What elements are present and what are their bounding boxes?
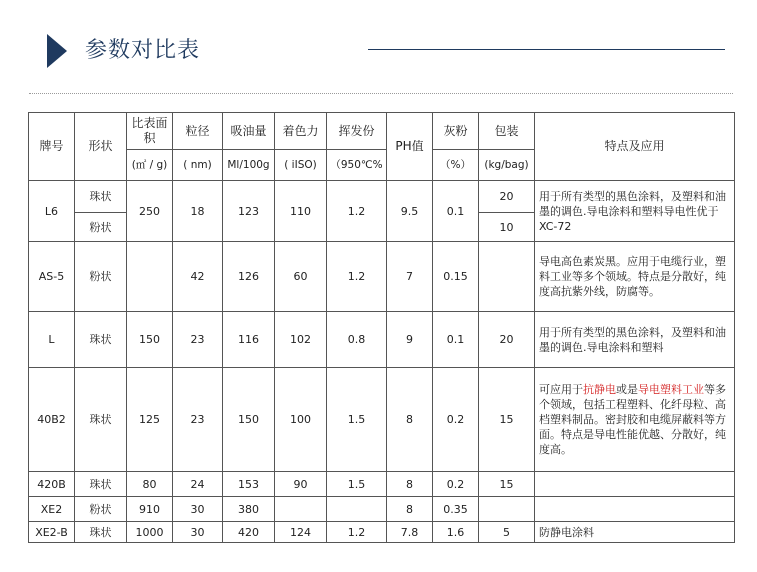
cell-surface-area <box>127 242 173 312</box>
cell-shape: 珠状 <box>75 181 127 213</box>
header-packaging: 包装 <box>479 113 535 150</box>
cell-volatile <box>327 497 387 522</box>
cell-ash: 0.2 <box>433 472 479 497</box>
cell-tinting-strength: 110 <box>275 181 327 242</box>
title-underline <box>368 49 725 50</box>
cell-shape: 珠状 <box>75 472 127 497</box>
cell-tinting-strength: 102 <box>275 312 327 368</box>
cell-oil-absorption: 123 <box>223 181 275 242</box>
cell-ph: 8 <box>387 497 433 522</box>
app-text: 等多个领域，包括工程塑料、化纤母粒、高档塑料制品。密封胶和电缆屏蔽料等方面。特点是导电性能优越、分散好，纯度高。 <box>539 383 726 456</box>
cell-ph: 7 <box>387 242 433 312</box>
cell-surface-area: 150 <box>127 312 173 368</box>
cell-packaging <box>479 497 535 522</box>
cell-packaging: 5 <box>479 522 535 543</box>
cell-application <box>535 472 735 497</box>
cell-ash: 0.1 <box>433 312 479 368</box>
page-title: 参数对比表 <box>85 38 201 63</box>
cell-surface-area: 250 <box>127 181 173 242</box>
table-row <box>29 497 735 522</box>
cell-shape: 珠状 <box>75 312 127 368</box>
cell-particle-size: 42 <box>173 242 223 312</box>
header-tinting-strength: 着色力 <box>275 113 327 150</box>
cell-ph: 9 <box>387 312 433 368</box>
cell-particle-size: 30 <box>173 497 223 522</box>
title-arrow-icon <box>47 34 67 68</box>
cell-surface-area: 910 <box>127 497 173 522</box>
cell-shape: 粉状 <box>75 213 127 242</box>
cell-application <box>535 368 735 472</box>
cell-packaging: 20 <box>479 181 535 213</box>
cell-oil-absorption: 126 <box>223 242 275 312</box>
table-row <box>29 181 735 213</box>
cell-brand: L <box>29 312 75 368</box>
cell-surface-area: 80 <box>127 472 173 497</box>
cell-tinting-strength: 90 <box>275 472 327 497</box>
header-ash: 灰粉 <box>433 113 479 150</box>
table-row <box>29 312 735 368</box>
cell-ash: 1.6 <box>433 522 479 543</box>
cell-brand: 420B <box>29 472 75 497</box>
cell-ash: 0.2 <box>433 368 479 472</box>
cell-particle-size: 23 <box>173 312 223 368</box>
cell-volatile: 1.5 <box>327 368 387 472</box>
cell-volatile: 0.8 <box>327 312 387 368</box>
cell-tinting-strength <box>275 497 327 522</box>
cell-volatile: 1.2 <box>327 522 387 543</box>
cell-tinting-strength: 100 <box>275 368 327 472</box>
cell-application: 用于所有类型的黑色涂料，及塑料和油墨的调色.导电涂料和塑料 <box>535 312 735 368</box>
unit-oil-absorption: Ml/100g <box>223 150 275 181</box>
header-volatile: 挥发份 <box>327 113 387 150</box>
cell-surface-area: 125 <box>127 368 173 472</box>
cell-brand: XE2 <box>29 497 75 522</box>
app-text: 可应用于 <box>539 383 583 396</box>
cell-particle-size: 24 <box>173 472 223 497</box>
cell-packaging: 10 <box>479 213 535 242</box>
cell-application <box>535 497 735 522</box>
cell-ph: 7.8 <box>387 522 433 543</box>
unit-packaging: (kg/bag) <box>479 150 535 181</box>
header-application: 特点及应用 <box>535 113 735 181</box>
cell-packaging <box>479 242 535 312</box>
cell-oil-absorption: 150 <box>223 368 275 472</box>
cell-packaging: 15 <box>479 368 535 472</box>
cell-particle-size: 23 <box>173 368 223 472</box>
cell-application: 导电高色素炭黑。应用于电缆行业，塑料工业等多个领域。特点是分散好，纯度高抗紫外线，防腐等。 <box>535 242 735 312</box>
comparison-table <box>28 112 735 543</box>
cell-volatile: 1.2 <box>327 181 387 242</box>
cell-particle-size: 30 <box>173 522 223 543</box>
header-row <box>29 113 735 150</box>
table-row <box>29 522 735 543</box>
table-row <box>29 368 735 472</box>
cell-tinting-strength: 60 <box>275 242 327 312</box>
cell-shape: 珠状 <box>75 368 127 472</box>
cell-ash: 0.35 <box>433 497 479 522</box>
cell-shape: 珠状 <box>75 522 127 543</box>
cell-surface-area: 1000 <box>127 522 173 543</box>
header-surface-area: 比表面积 <box>127 113 173 150</box>
cell-packaging: 20 <box>479 312 535 368</box>
cell-brand: XE2-B <box>29 522 75 543</box>
cell-ph: 9.5 <box>387 181 433 242</box>
cell-application: 防静电涂料 <box>535 522 735 543</box>
unit-particle-size: ( nm) <box>173 150 223 181</box>
cell-packaging: 15 <box>479 472 535 497</box>
unit-tinting-strength: ( iISO) <box>275 150 327 181</box>
cell-oil-absorption: 380 <box>223 497 275 522</box>
cell-brand: AS-5 <box>29 242 75 312</box>
cell-shape: 粉状 <box>75 242 127 312</box>
header-brand: 牌号 <box>29 113 75 181</box>
app-text: 或是 <box>616 383 638 396</box>
app-highlight: 抗静电 <box>583 383 616 396</box>
unit-surface-area: (㎡ / g) <box>127 150 173 181</box>
header-ph: PH值 <box>387 113 433 181</box>
page-header <box>0 0 757 90</box>
cell-oil-absorption: 116 <box>223 312 275 368</box>
header-oil-absorption: 吸油量 <box>223 113 275 150</box>
header-shape: 形状 <box>75 113 127 181</box>
cell-oil-absorption: 153 <box>223 472 275 497</box>
table-row <box>29 242 735 312</box>
cell-particle-size: 18 <box>173 181 223 242</box>
cell-volatile: 1.5 <box>327 472 387 497</box>
cell-oil-absorption: 420 <box>223 522 275 543</box>
dotted-separator <box>29 93 733 94</box>
unit-volatile: （950℃% <box>327 150 387 181</box>
cell-volatile: 1.2 <box>327 242 387 312</box>
app-highlight: 导电塑料工业 <box>638 383 704 396</box>
cell-brand: L6 <box>29 181 75 242</box>
cell-ph: 8 <box>387 472 433 497</box>
cell-tinting-strength: 124 <box>275 522 327 543</box>
cell-ash: 0.15 <box>433 242 479 312</box>
cell-brand: 40B2 <box>29 368 75 472</box>
cell-ph: 8 <box>387 368 433 472</box>
cell-ash: 0.1 <box>433 181 479 242</box>
table-row <box>29 472 735 497</box>
unit-ash: （%） <box>433 150 479 181</box>
cell-application: 用于所有类型的黑色涂料，及塑料和油墨的调色.导电涂料和塑料导电性优于XC-72 <box>535 181 735 242</box>
header-particle-size: 粒径 <box>173 113 223 150</box>
cell-shape: 粉状 <box>75 497 127 522</box>
